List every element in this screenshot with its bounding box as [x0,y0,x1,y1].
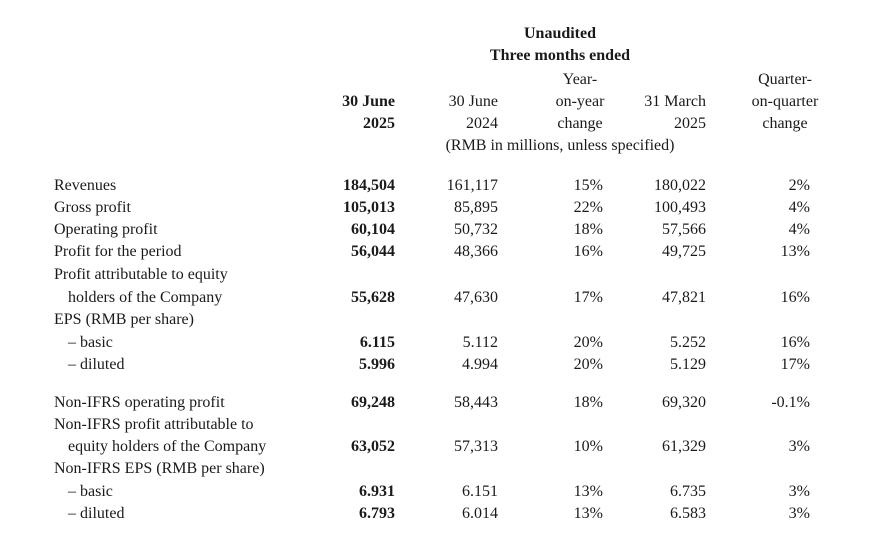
row-label: Non-IFRS operating profit [54,394,225,411]
cell-prior-quarter: 69,320 [662,394,706,411]
cell-yoy: 13% [573,505,603,522]
cell-prior-year: 6.151 [462,483,498,500]
col-current-line1: 30 June [342,93,395,110]
cell-current: 69,248 [351,394,395,411]
cell-prior-quarter: 5.129 [670,356,706,373]
cell-qoq: 3% [788,505,810,522]
cell-prior-year: 50,732 [454,221,498,238]
cell-yoy: 18% [573,221,603,238]
row-label: – diluted [68,505,125,522]
col-prior-quarter-line1: 31 March [644,93,706,110]
col-yoy-line1: Year- [562,71,598,88]
cell-yoy: 20% [573,356,603,373]
col-qoq-line1: Quarter- [758,71,812,88]
cell-qoq: 3% [788,438,810,455]
cell-prior-year: 57,313 [454,438,498,455]
cell-prior-quarter: 100,493 [654,199,706,216]
cell-prior-quarter: 6.735 [670,483,706,500]
col-yoy-line3: change [557,115,603,132]
row-label: – diluted [68,356,125,373]
row-label: Revenues [54,177,117,194]
col-qoq-line3: change [762,115,808,132]
cell-qoq: -0.1% [771,394,810,411]
cell-yoy: 13% [573,483,603,500]
row-label: Non-IFRS EPS (RMB per share) [54,460,265,477]
cell-qoq: 4% [788,221,810,238]
row-label: equity holders of the Company [68,438,267,455]
col-yoy-line2: on-year [555,93,605,110]
unaudited-heading: Unaudited [523,25,597,42]
cell-current: 6.931 [359,483,395,500]
col-prior-year-line2: 2024 [466,115,498,132]
cell-prior-year: 48,366 [454,243,498,260]
cell-prior-quarter: 5.252 [670,334,706,351]
cell-yoy: 17% [573,289,603,306]
cell-prior-year: 47,630 [454,289,498,306]
cell-current: 5.996 [359,356,395,373]
units-note: (RMB in millions, unless specified) [445,137,675,154]
row-label: holders of the Company [68,289,223,306]
cell-qoq: 2% [788,177,810,194]
period-heading: Three months ended [489,47,631,64]
cell-prior-year: 58,443 [454,394,498,411]
cell-qoq: 16% [780,334,810,351]
cell-prior-year: 4.994 [462,356,498,373]
row-label: Gross profit [54,199,131,216]
cell-current: 184,504 [343,177,395,194]
cell-prior-quarter: 61,329 [662,438,706,455]
row-label: Profit attributable to equity [54,266,228,283]
cell-current: 60,104 [351,221,395,238]
cell-prior-quarter: 57,566 [662,221,706,238]
row-label: Non-IFRS profit attributable to [54,416,254,433]
cell-current: 6.115 [359,334,395,351]
cell-current: 56,044 [351,243,395,260]
cell-yoy: 18% [573,394,603,411]
col-qoq-line2: on-quarter [751,93,819,110]
cell-prior-year: 161,117 [446,177,498,194]
cell-current: 63,052 [351,438,395,455]
cell-yoy: 15% [573,177,603,194]
cell-yoy: 22% [573,199,603,216]
row-label: Profit for the period [54,243,182,260]
cell-prior-year: 5.112 [462,334,498,351]
cell-current: 105,013 [343,199,395,216]
cell-prior-quarter: 6.583 [670,505,706,522]
cell-prior-quarter: 49,725 [662,243,706,260]
cell-current: 6.793 [359,505,395,522]
cell-yoy: 10% [573,438,603,455]
cell-yoy: 20% [573,334,603,351]
cell-prior-year: 6.014 [462,505,498,522]
cell-yoy: 16% [573,243,603,260]
cell-current: 55,628 [351,289,395,306]
col-prior-year-line1: 30 June [448,93,498,110]
cell-qoq: 16% [780,289,810,306]
row-label: EPS (RMB per share) [54,311,194,328]
cell-qoq: 17% [780,356,810,373]
cell-prior-quarter: 47,821 [662,289,706,306]
cell-qoq: 13% [780,243,810,260]
cell-qoq: 4% [788,199,810,216]
cell-prior-quarter: 180,022 [654,177,706,194]
col-prior-quarter-line2: 2025 [674,115,706,132]
col-current-line2: 2025 [363,115,395,132]
cell-prior-year: 85,895 [454,199,498,216]
row-label: – basic [68,483,113,500]
row-label: – basic [68,334,113,351]
cell-qoq: 3% [788,483,810,500]
row-label: Operating profit [54,221,158,238]
